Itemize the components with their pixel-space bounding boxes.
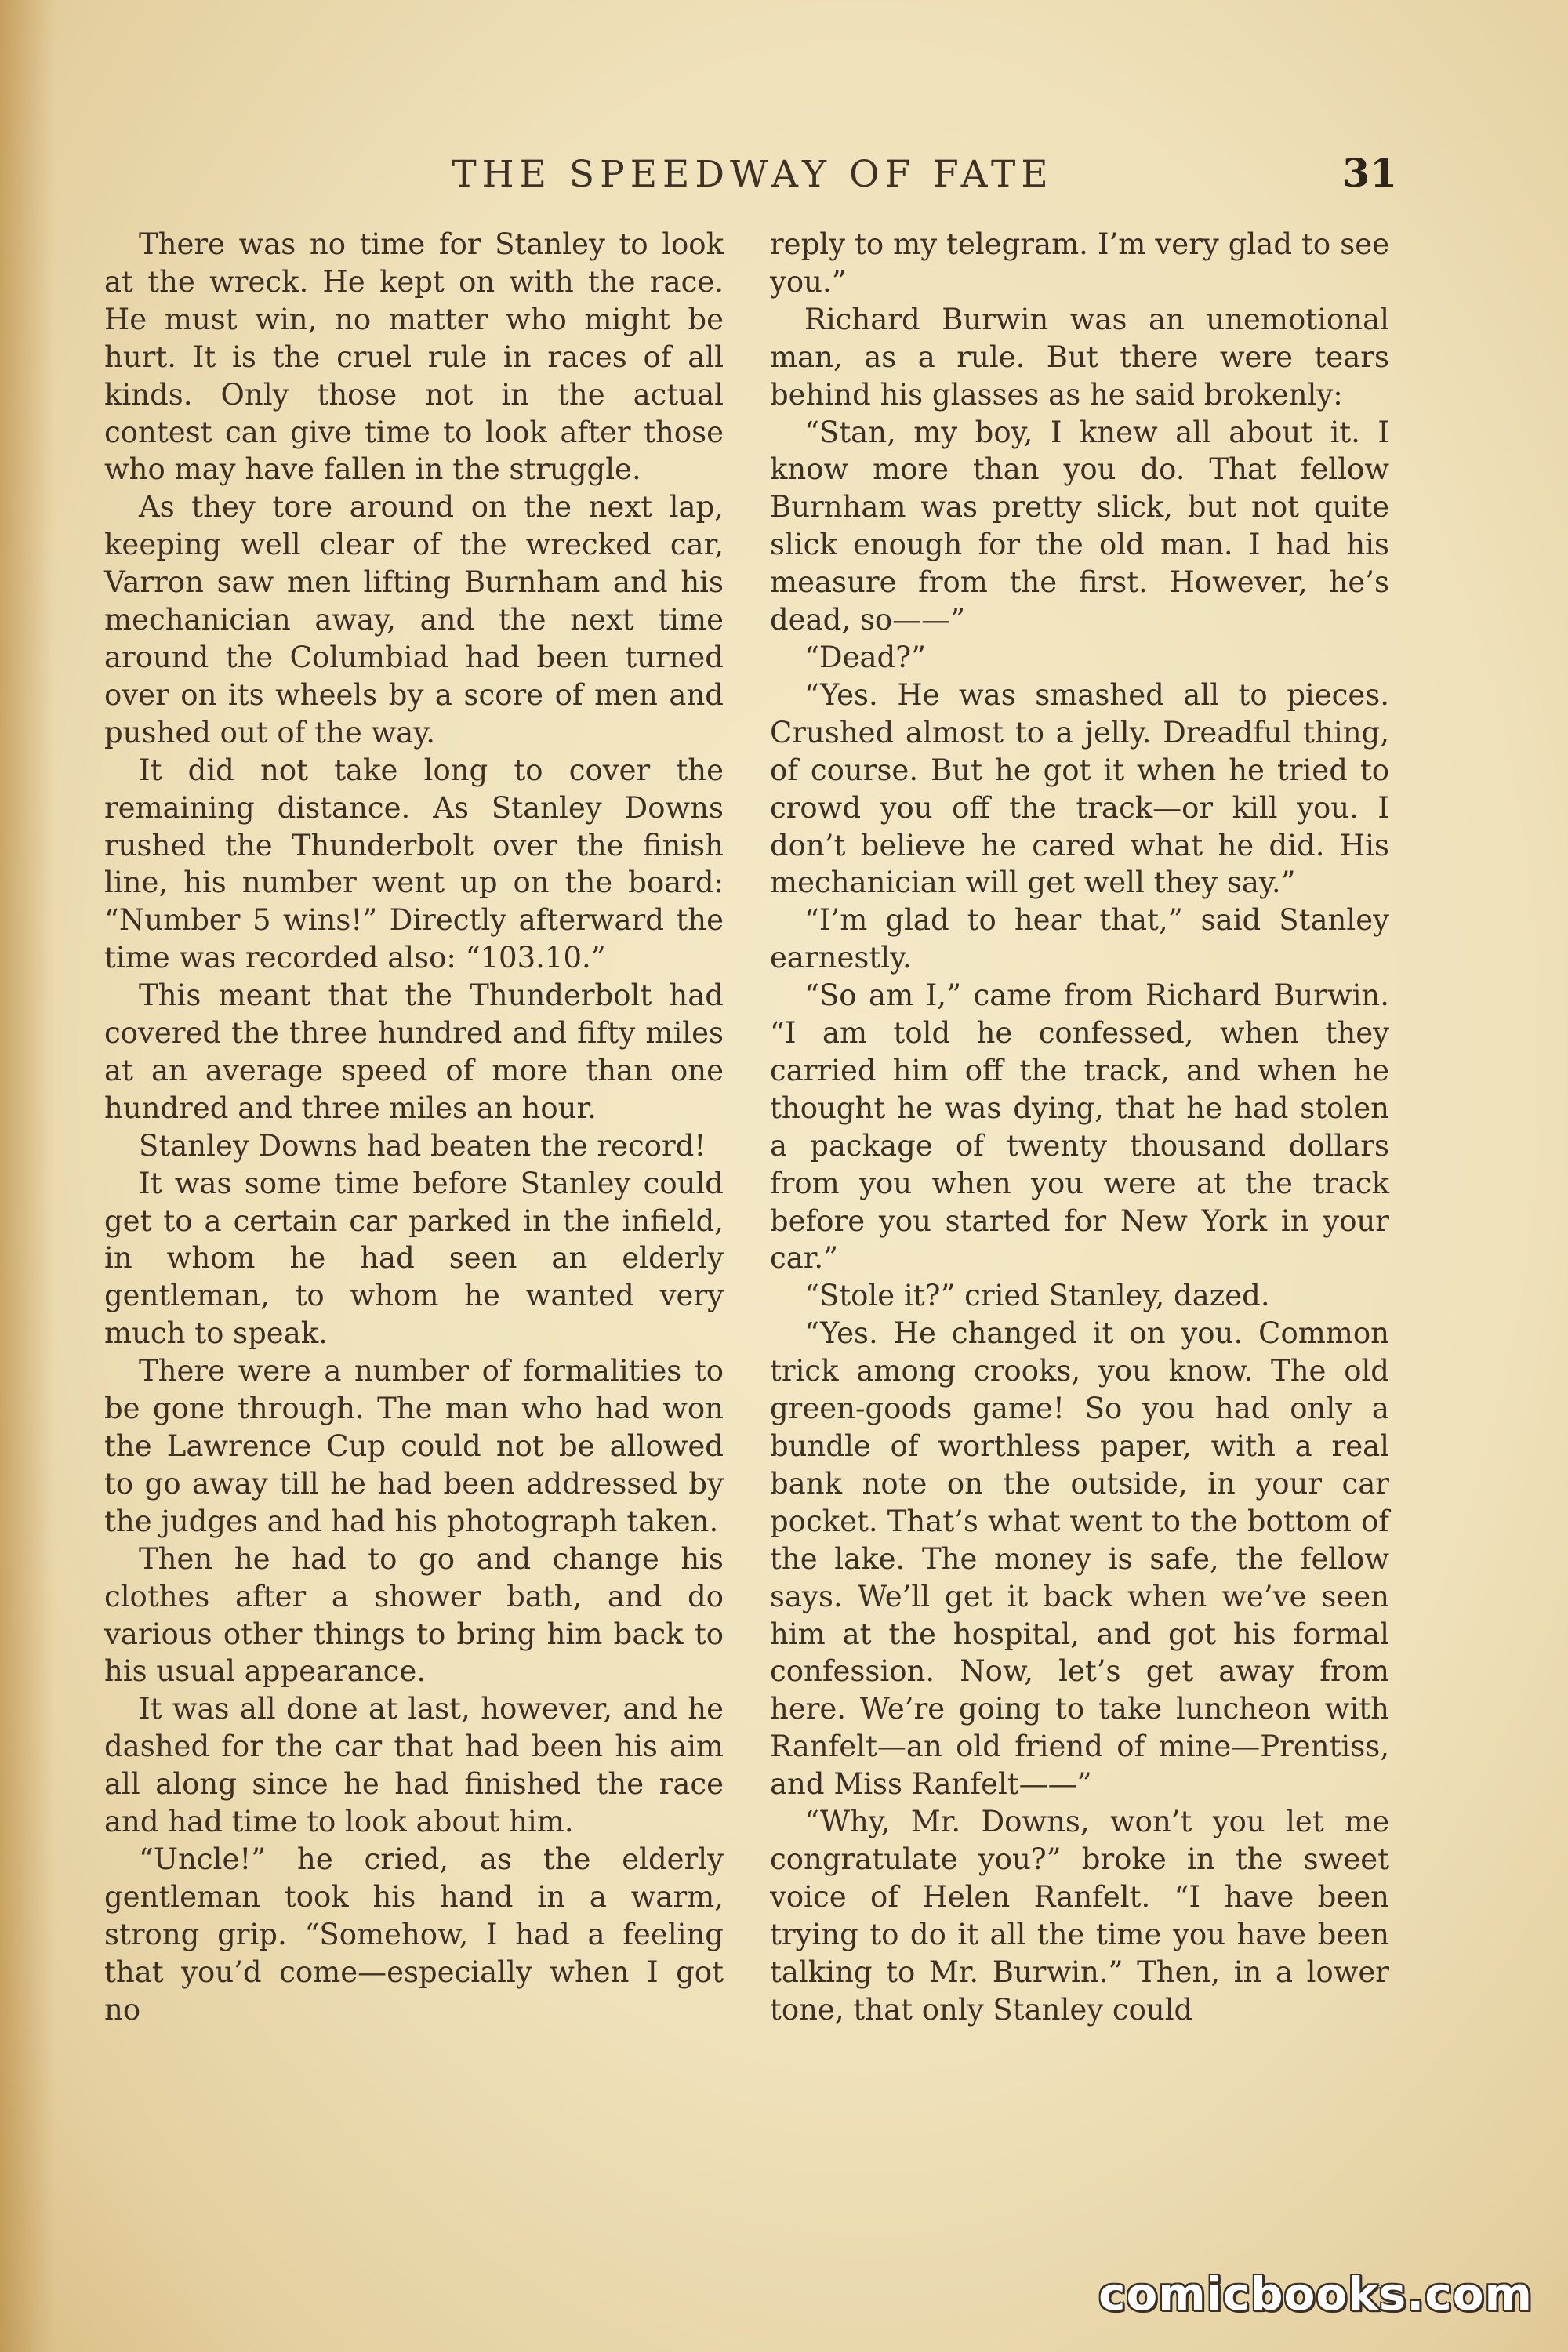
paragraph: “So am I,” came from Richard Burwin. “I am told he confessed, when they carried him off the track, and when he thought he was dying, that he had stolen a package of twenty thousand dollars from you when you were at the track before you started for New York in your car.”	[770, 978, 1389, 1276]
paragraph: As they tore around on the next lap, keeping well clear of the wrecked car, Varron saw men lifting Burnham and his mechanician away, and the next time around the Columbiad had been turned over on its wheels by a score of men and pushed out of the way.	[104, 490, 724, 750]
running-title: THE SPEEDWAY OF FATE	[452, 153, 1054, 196]
paragraph: Stanley Downs had beaten the record!	[139, 1128, 706, 1163]
paragraph: There was no time for Stanley to look at the wreck. He kept on with the race. He must win, no matter who might be hurt. It is the cruel rule in races of all kinds. Only those not in the actual contest can give time to look after those who may have fallen in the struggle.	[104, 227, 724, 487]
paragraph: Then he had to go and change his clothes after a shower bath, and do various other things to bring him back to his usual appearance.	[104, 1541, 724, 1689]
paragraph: “Why, Mr. Downs, won’t you let me congratulate you?” broke in the sweet voice of Helen Ranfelt. “I have been trying to do it all the time you have been talking to Mr. Burwin.” Then, in a lower tone, that only Stanley could	[770, 1805, 1389, 2027]
right-column	[770, 226, 1389, 2029]
paragraph: “Stan, my boy, I knew all about it. I know more than you do. That fellow Burnham was pretty slick, but not quite slick enough for the old man. I had his measure from the first. However, he’s dead, so——”	[770, 415, 1389, 637]
paragraph: “Yes. He changed it on you. Common trick among crooks, you know. The old green-goods game! So you had only a bundle of worthless paper, with a real bank note on the outside, in your car pocket. That’s what went to the bottom of the lake. The money is safe, the fellow says. We’ll get it back when we’ve seen him at the hospital, and got his formal confession. Now, let’s get away from here. We’re going to take luncheon with Ranfelt—an old friend of mine—Prentiss, and Miss Ranfelt——”	[770, 1316, 1389, 1802]
paragraph: It was some time before Stanley could get to a certain car parked in the infield, in whom he had seen an elderly gentleman, to whom he wanted very much to speak.	[104, 1166, 724, 1351]
paragraph: This meant that the Thunderbolt had covered the three hundred and fifty miles at an average speed of more than one hundred and three miles an hour.	[104, 978, 724, 1125]
paragraph: “Uncle!” he cried, as the elderly gentleman took his hand in a warm, strong grip. “Somehow, I had a feeling that you’d come—especially when I got no	[104, 1842, 724, 2027]
paragraph: reply to my telegram. I’m very glad to see you.”	[770, 227, 1389, 299]
left-column	[104, 226, 724, 2029]
watermark: comicbooks.com	[1098, 2267, 1533, 2321]
page-number: 31	[1342, 150, 1397, 196]
paragraph: It did not take long to cover the remaining distance. As Stanley Downs rushed the Thunderbolt over the finish line, his number went up on the board: “Number 5 wins!” Directly afterward the time was recorded also: “103.10.”	[104, 753, 724, 975]
paragraph: “Dead?”	[804, 640, 926, 674]
paragraph: There were a number of formalities to be gone through. The man who had won the Lawrence Cup could not be allowed to go away till he had been addressed by the judges and had his photograph taken.	[104, 1354, 724, 1538]
paragraph: “I’m glad to hear that,” said Stanley earnestly.	[770, 903, 1389, 975]
page-edge-shadow	[0, 0, 55, 2352]
paragraph: “Stole it?” cried Stanley, dazed.	[804, 1279, 1270, 1313]
page-header	[110, 150, 1397, 200]
paragraph: Richard Burwin was an unemotional man, as a rule. But there were tears behind his glasses as he said brokenly:	[770, 302, 1389, 412]
paragraph: It was all done at last, however, and he dashed for the car that had been his aim all along since he had finished the race and had time to look about him.	[104, 1692, 724, 1839]
paragraph: “Yes. He was smashed all to pieces. Crushed almost to a jelly. Dreadful thing, of course. But he got it when he tried to crowd you off the track—or kill you. I don’t believe he cared what he did. His mechanician will get well they say.”	[770, 677, 1389, 900]
